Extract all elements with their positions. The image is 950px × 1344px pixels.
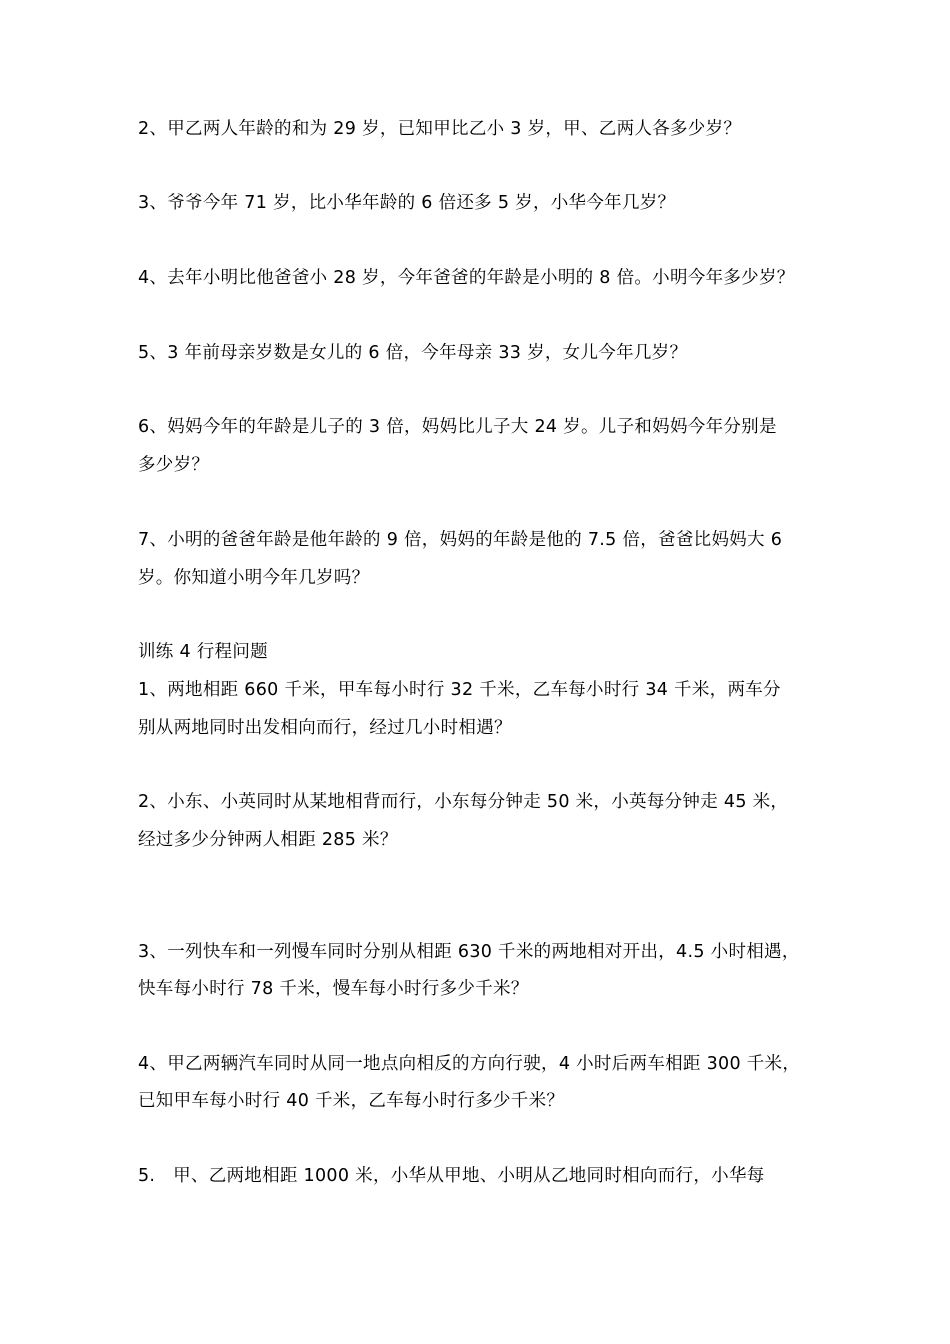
problem-travel-2: 2、小东、小英同时从某地相背而行，小东每分钟走 50 米，小英每分钟走 45 米， <box>138 792 789 812</box>
problem-travel-1: 1、两地相距 660 千米，甲车每小时行 32 千米，乙车每小时行 34 千米，两车分 <box>138 680 781 700</box>
problem-travel-4: 4、甲乙两辆汽车同时从同一地点向相反的方向行驶，4 小时后两车相距 300 千米， <box>138 1054 801 1074</box>
problem-travel-4-cont: 已知甲车每小时行 40 千米，乙车每小时行多少千米？ <box>138 1091 565 1111</box>
problem-travel-5: 5. 甲、乙两地相距 1000 米，小华从甲地、小明从乙地同时相向而行，小华每 <box>138 1166 765 1186</box>
problem-travel-3: 3、一列快车和一列慢车同时分别从相距 630 千米的两地相对开出，4.5 小时相遇， <box>138 942 800 962</box>
section-heading: 训练 4 行程问题 <box>138 642 268 662</box>
problem-age-2: 2、甲乙两人年龄的和为 29 岁，已知甲比乙小 3 岁，甲、乙两人各多少岁？ <box>138 119 742 139</box>
problem-age-3: 3、爷爷今年 71 岁，比小华年龄的 6 倍还多 5 岁，小华今年几岁？ <box>138 193 676 213</box>
problem-travel-1-cont: 别从两地同时出发相向而行，经过几小时相遇？ <box>138 718 512 738</box>
problem-age-6-cont: 多少岁？ <box>138 455 210 475</box>
problem-age-4: 4、去年小明比他爸爸小 28 岁，今年爸爸的年龄是小明的 8 倍。小明今年多少岁？ <box>138 268 795 288</box>
problem-age-7-cont: 岁。你知道小明今年几岁吗？ <box>138 568 370 588</box>
problem-travel-2-cont: 经过多少分钟两人相距 285 米？ <box>138 830 398 850</box>
problem-age-7: 7、小明的爸爸年龄是他年龄的 9 倍，妈妈的年龄是他的 7.5 倍，爸爸比妈妈大 6 <box>138 530 783 550</box>
problem-travel-3-cont: 快车每小时行 78 千米，慢车每小时行多少千米？ <box>138 979 529 999</box>
problem-age-6: 6、妈妈今年的年龄是儿子的 3 倍，妈妈比儿子大 24 岁。儿子和妈妈今年分别是 <box>138 417 777 437</box>
problem-age-5: 5、3 年前母亲岁数是女儿的 6 倍，今年母亲 33 岁，女儿今年几岁？ <box>138 343 688 363</box>
